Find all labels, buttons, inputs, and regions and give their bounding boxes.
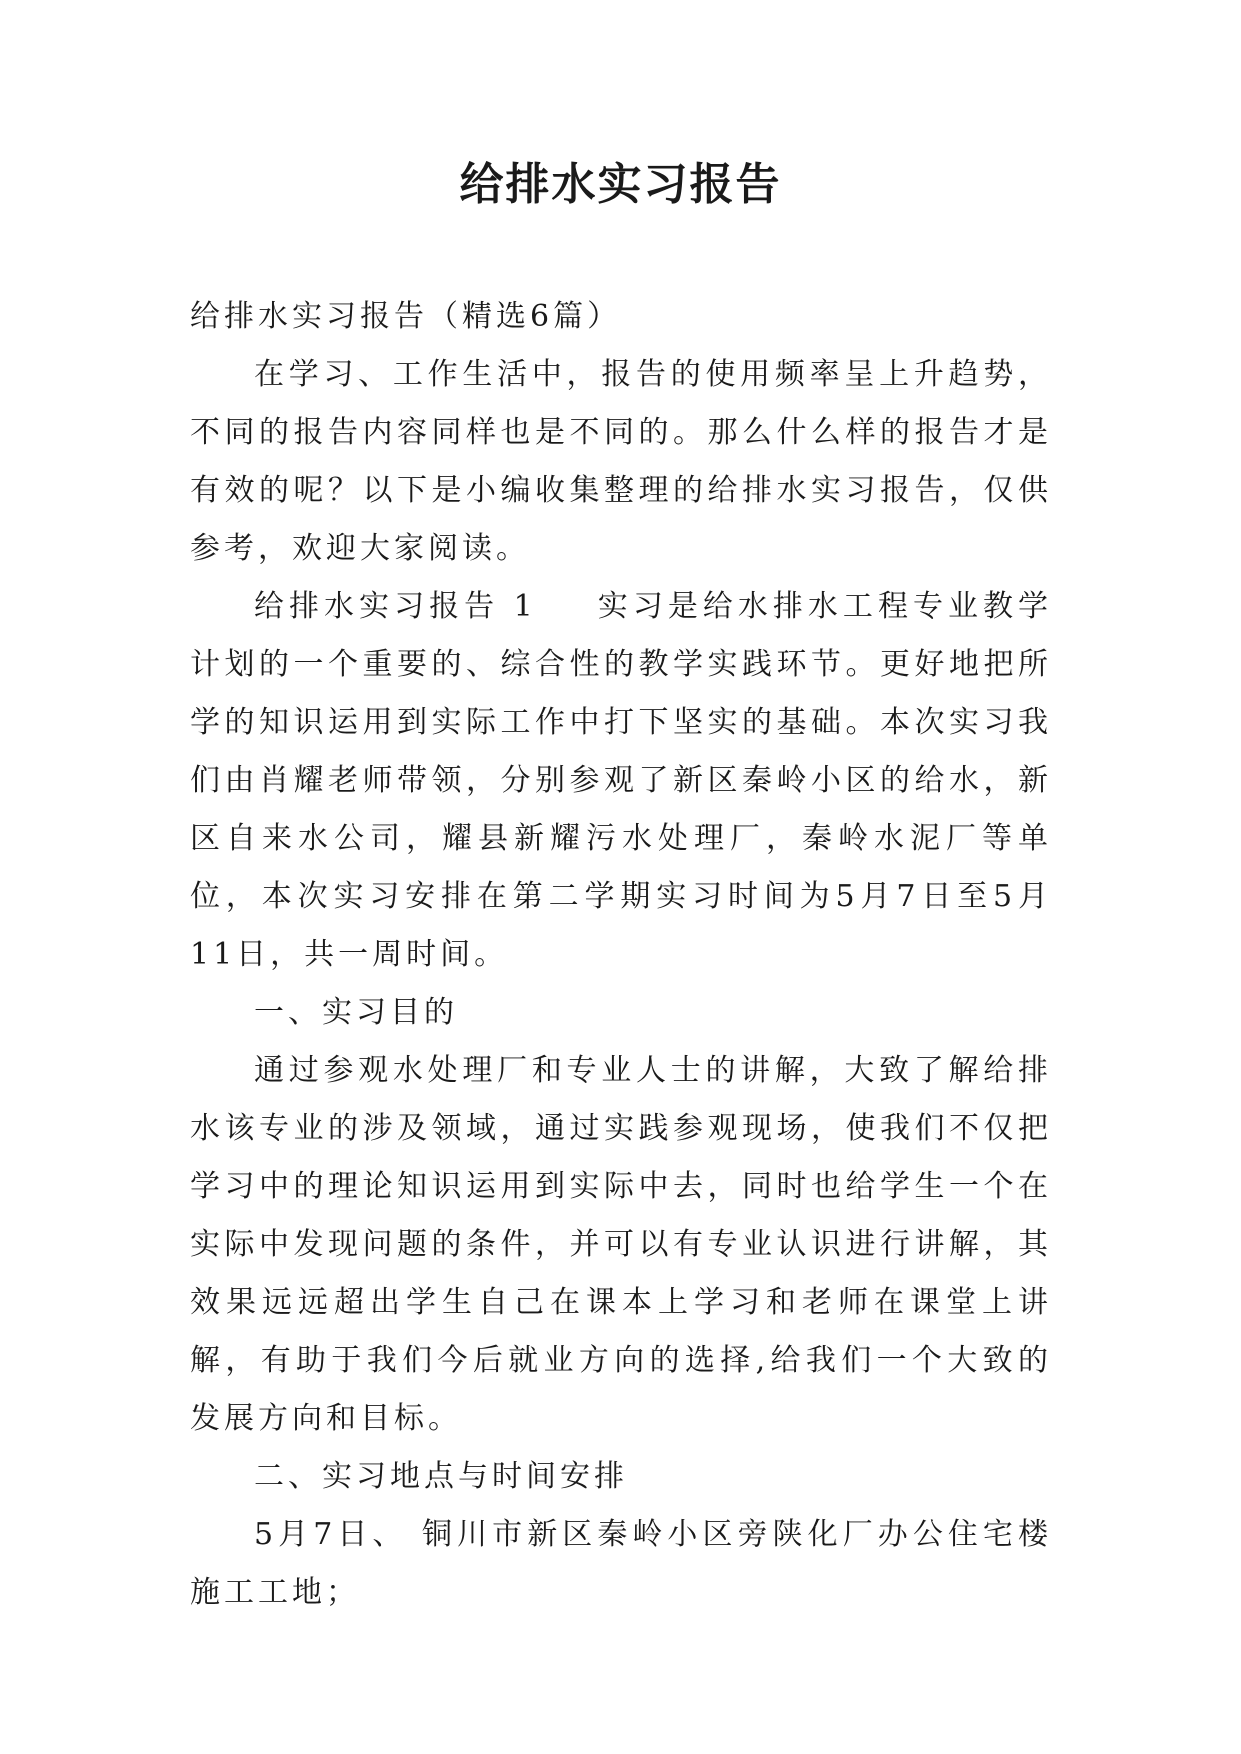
section2-heading: 二、实习地点与时间安排 — [254, 1459, 628, 1494]
section1-paragraph: 通过参观水处理厂和专业人士的讲解，大致了解给排水该专业的涉及领域，通过实践参观现场，使我们不仅把学习中的理论知识运用到实际中去，同时也给学生一个在实际中发现问题的条件，并可以有专业认识进行讲解，其效果远远超出学生自己在课本上学习和老师在课堂上讲解，有助于我们今后就业方向的选择,给我们一个大致的发展方向和目标。 — [190, 1053, 1052, 1436]
report1-paragraph — [190, 578, 1052, 984]
section2-paragraph: 5月7日、 铜川市新区秦岭小区旁陕化厂办公住宅楼施工工地； — [190, 1517, 1052, 1610]
document-subtitle: 给排水实习报告（精选6篇） — [190, 299, 622, 334]
intro-paragraph: 在学习、工作生活中，报告的使用频率呈上升趋势，不同的报告内容同样也是不同的。那么什么样的报告才是有效的呢？以下是小编收集整理的给排水实习报告，仅供参考，欢迎大家阅读。 — [190, 357, 1052, 566]
page-title: 给排水实习报告 — [459, 159, 782, 210]
report1-heading: 给排水实习报告 1 — [254, 589, 537, 624]
document-body — [190, 288, 1052, 1622]
report1-text: 实习是给水排水工程专业教学计划的一个重要的、综合性的教学实践环节。更好地把所学的知识运用到实际工作中打下坚实的基础。本次实习我们由肖耀老师带领，分别参观了新区秦岭小区的给水，新区自来水公司，耀县新耀污水处理厂，秦岭水泥厂等单位，本次实习安排在第二学期实习时间为5月7日至5月11日，共一周时间。 — [190, 589, 1053, 972]
section1-heading: 一、实习目的 — [254, 995, 458, 1030]
